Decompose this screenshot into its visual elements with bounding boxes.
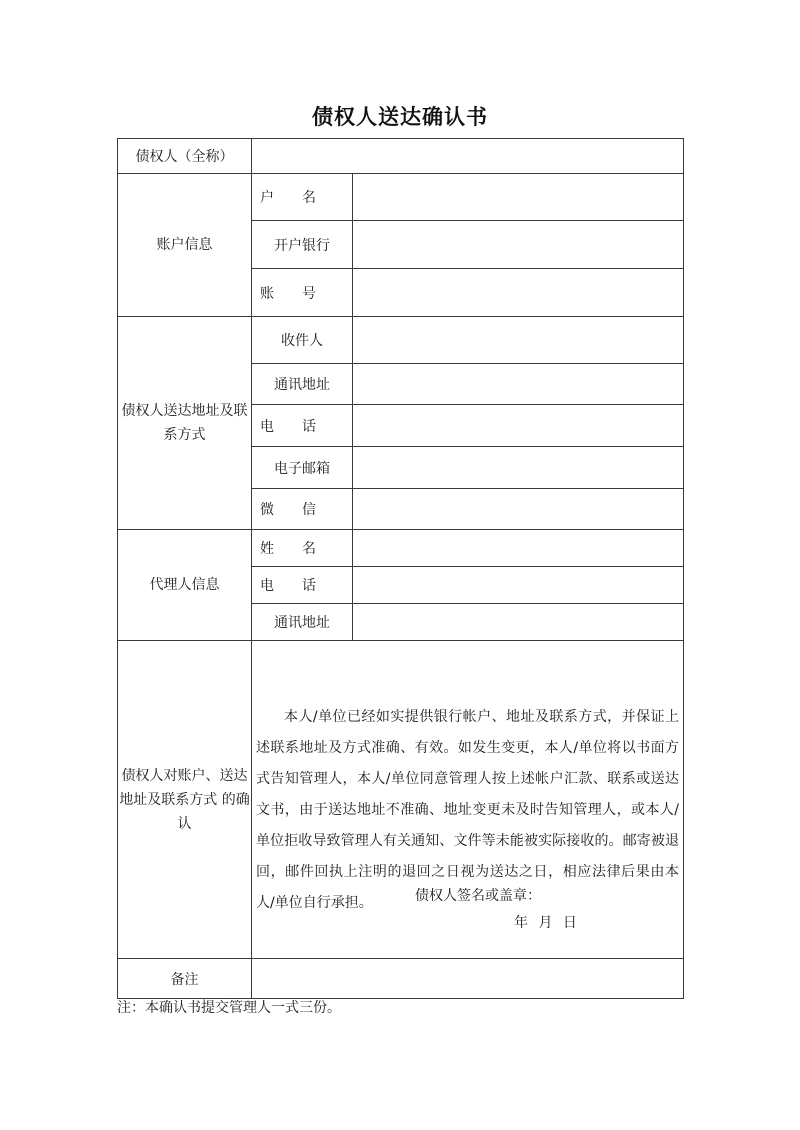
agent-name-label: 姓名 bbox=[252, 530, 353, 567]
mailing-address-label: 通讯地址 bbox=[252, 364, 353, 405]
recipient-label: 收件人 bbox=[252, 317, 353, 364]
account-number-label: 账号 bbox=[252, 269, 353, 317]
confirmation-form-table bbox=[117, 138, 684, 999]
remarks-field[interactable] bbox=[252, 959, 684, 999]
phone-field[interactable] bbox=[353, 405, 684, 447]
bank-field[interactable] bbox=[353, 221, 684, 269]
agent-address-label: 通讯地址 bbox=[252, 604, 353, 641]
confirmation-section-label: 债权人对账户、送达地址及联系方式 的确认 bbox=[118, 641, 252, 959]
footnote: 注：本确认书提交管理人一式三份。 bbox=[117, 1000, 341, 1016]
creditor-name-label: 债权人（全称） bbox=[118, 139, 252, 174]
page-title: 债权人送达确认书 bbox=[312, 105, 488, 129]
remarks-row bbox=[118, 959, 684, 999]
remarks-label: 备注 bbox=[118, 959, 252, 999]
confirmation-row bbox=[118, 641, 684, 959]
agent-section-label: 代理人信息 bbox=[118, 530, 252, 641]
mailing-address-field[interactable] bbox=[353, 364, 684, 405]
account-section-label: 账户信息 bbox=[118, 174, 252, 317]
account-row bbox=[118, 174, 684, 221]
confirmation-statement: 本人/单位已经如实提供银行帐户、地址及联系方式，并保证上述联系地址及方式准确、有效。如发生变更，本人/单位将以书面方式告知管理人，本人/单位同意管理人按上述帐户汇款、联系或送达文书，由于送达地址不准确、地址变更未及时告知管理人，或本人/单位拒收导致管理人有关通知、文件等未能被实际接收的。邮寄被退回，邮件回执上注明的退回之日视为送达之日，相应法律后果由本人/单位自行承担。 bbox=[256, 709, 679, 911]
phone-label: 电话 bbox=[252, 405, 353, 447]
address-section-label: 债权人送达地址及联系方式 bbox=[118, 317, 252, 530]
signature-label: 债权人签名或盖章： bbox=[415, 888, 541, 904]
account-name-label: 户名 bbox=[252, 174, 353, 221]
wechat-field[interactable] bbox=[353, 489, 684, 530]
bank-label: 开户银行 bbox=[252, 221, 353, 269]
email-field[interactable] bbox=[353, 447, 684, 489]
creditor-name-row bbox=[118, 139, 684, 174]
agent-row bbox=[118, 530, 684, 567]
agent-name-field[interactable] bbox=[353, 530, 684, 567]
date-line: 年 月 日 bbox=[514, 915, 577, 931]
address-row bbox=[118, 317, 684, 364]
confirmation-statement-cell bbox=[252, 641, 684, 959]
agent-phone-field[interactable] bbox=[353, 567, 684, 604]
agent-address-field[interactable] bbox=[353, 604, 684, 641]
recipient-field[interactable] bbox=[353, 317, 684, 364]
email-label: 电子邮箱 bbox=[252, 447, 353, 489]
account-number-field[interactable] bbox=[353, 269, 684, 317]
wechat-label: 微信 bbox=[252, 489, 353, 530]
account-name-field[interactable] bbox=[353, 174, 684, 221]
creditor-name-field[interactable] bbox=[252, 139, 684, 174]
agent-phone-label: 电话 bbox=[252, 567, 353, 604]
